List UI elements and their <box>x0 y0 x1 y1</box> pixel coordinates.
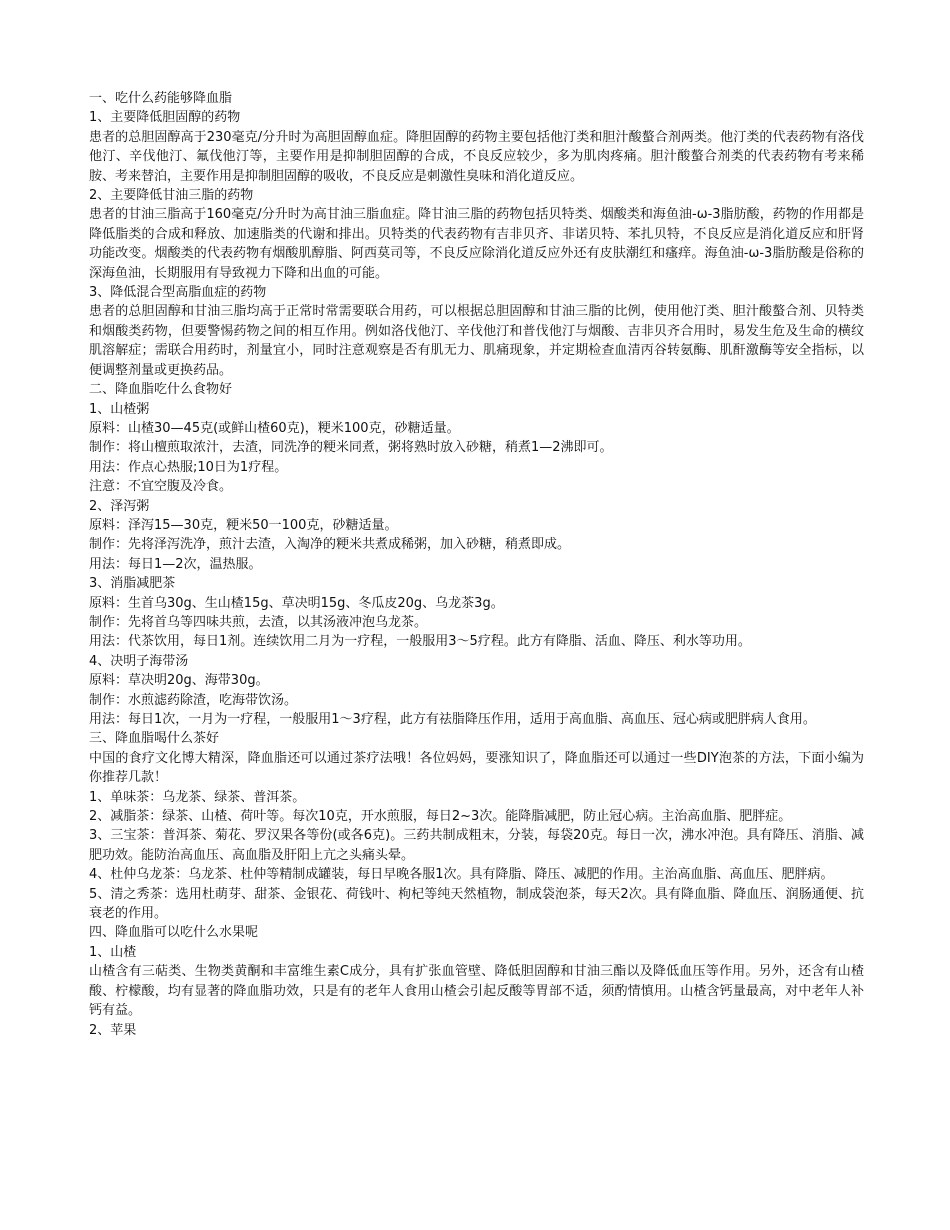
text-line: 用法：作点心热服;10日为1疗程。 <box>89 459 288 475</box>
paragraph: 患者的甘油三脂高于160毫克/分升时为高甘油三脂血症。降甘油三脂的药物包括贝特类、烟酸类和海鱼油-ω-3脂肪酸，药物的作用都是降低脂类的合成和释放、加速脂类的代谢和排出。贝特类的代表药物有吉非贝齐、非诺贝特、苯扎贝特，不良反应是消化道反应和肝肾功能改变。烟酸类的代表药物有烟酸肌醇脂、阿西莫司等，不良反应除消化道反应外还有皮肤潮红和瘙痒。海鱼油-ω-3脂肪酸是俗称的深海鱼油，长期服用有导致视力下降和出血的可能。 <box>89 207 864 281</box>
subheading: 1、主要降低胆固醇的药物 <box>89 110 241 126</box>
section-heading-4: 四、降血脂可以吃什么水果呢 <box>89 925 259 941</box>
text-line: 用法：每日1次，一月为一疗程，一般服用1～3疗程，此方有祛脂降压作用，适用于高血脂、高血压、冠心病或肥胖病人食用。 <box>89 712 816 727</box>
paragraph: 患者的总胆固醇高于230毫克/分升时为高胆固醇血症。降胆固醇的药物主要包括他汀类和胆汁酸螯合剂两类。他汀类的代表药物有洛伐他汀、辛伐他汀、氟伐他汀等，主要作用是抑制胆固醇的合成，不良反应较少，多为肌肉疼痛。胆汁酸螯合剂类的代表药物有考来稀胺、考来替泊，主要作用是抑制胆固醇的吸收，不良反应是刺激性臭味和消化道反应。 <box>89 129 864 184</box>
list-item: 5、清之秀茶：选用杜萌芽、甜茶、金银花、荷钱叶、枸杞等纯天然植物，制成袋泡茶，每天2次。具有降血脂、降血压、润肠通便、抗衰老的作用。 <box>89 886 864 922</box>
text-line: 用法：每日1—2次，温热服。 <box>89 556 262 572</box>
text-line: 用法：代茶饮用，每日1剂。连续饮用二月为一疗程，一般服用3～5疗程。此方有降脂、活血、降压、利水等功用。 <box>89 634 751 650</box>
text-line: 原料：山楂30—45克(或鲜山楂60克)，粳米100克，砂糖适量。 <box>89 420 460 436</box>
subheading: 2、苹果 <box>89 1022 137 1038</box>
list-item: 1、单味茶：乌龙茶、绿茶、普洱茶。 <box>89 789 306 805</box>
subheading: 2、泽泻粥 <box>89 498 150 514</box>
section-heading-2: 二、降血脂吃什么食物好 <box>89 382 233 398</box>
text-line: 注意：不宜空腹及冷食。 <box>89 479 233 495</box>
text-line: 制作：水煎滤药除渣，吃海带饮汤。 <box>89 692 298 708</box>
paragraph: 山楂含有三萜类、生物类黄酮和丰富维生素C成分，具有扩张血管壁、降低胆固醇和甘油三酯以及降低血压等作用。另外，还含有山楂酸、柠檬酸，均有显著的降血脂功效，只是有的老年人食用山楂会引起反酸等胃部不适，须酌情慎用。山楂含钙量最高，对中老年人补钙有益。 <box>89 964 864 1019</box>
paragraph: 中国的食疗文化博大精深，降血脂还可以通过茶疗法哦！各位妈妈，要涨知识了，降血脂还可以通过一些DIY泡茶的方法，下面小编为你推荐几款！ <box>89 750 864 786</box>
paragraph: 患者的总胆固醇和甘油三脂均高于正常时常需要联合用药，可以根据总胆固醇和甘油三脂的比例，使用他汀类、胆汁酸螯合剂、贝特类和烟酸类药物，但要警惕药物之间的相互作用。例如洛伐他汀、辛伐他汀和普伐他汀与烟酸、吉非贝齐合用时，易发生危及生命的横纹肌溶解症；需联合用药时，剂量宜小，同时注意观察是否有肌无力、肌痛现象，并定期检查血清丙谷转氨酶、肌酐激酶等安全指标，以便调整剂量或更换药品。 <box>89 304 864 378</box>
section-heading-3: 三、降血脂喝什么茶好 <box>89 731 220 747</box>
text-line: 原料：生首乌30g、生山楂15g、草决明15g、冬瓜皮20g、乌龙茶3g。 <box>89 595 504 611</box>
subheading: 3、降低混合型高脂血症的药物 <box>89 285 267 301</box>
subheading: 1、山楂粥 <box>89 401 150 417</box>
document-body <box>89 89 864 1040</box>
subheading: 3、消脂减肥茶 <box>89 576 176 592</box>
text-line: 原料：泽泻15—30克，粳米50一100克，砂糖适量。 <box>89 517 398 533</box>
text-line: 原料：草决明20g、海带30g。 <box>89 673 269 689</box>
subheading: 1、山楂 <box>89 944 137 960</box>
list-item: 4、杜仲乌龙茶：乌龙茶、杜仲等精制成罐装，每日早晚各服1次。具有降脂、降压、减肥的作用。主治高血脂、高血压、肥胖病。 <box>89 867 834 883</box>
text-line: 制作：先将泽泻洗净，煎汁去渣，入淘净的粳米共煮成稀粥，加入砂糖，稍煮即成。 <box>89 537 571 553</box>
list-item: 3、三宝茶：普洱茶、菊花、罗汉果各等份(或各6克)。三药共制成粗末，分装，每袋20克。每日一次，沸水冲泡。具有降压、消脂、减肥功效。能防治高血压、高血脂及肝阳上亢之头痛头晕。 <box>89 828 864 863</box>
text-line: 制作：先将首乌等四味共煎，去渣，以其汤液冲泡乌龙茶。 <box>89 614 428 630</box>
list-item: 2、减脂茶：绿茶、山楂、荷叶等。每次10克，开水煎服，每日2~3次。能降脂减肥，防止冠心病。主治高血脂、肥胖症。 <box>89 809 792 825</box>
subheading: 2、主要降低甘油三脂的药物 <box>89 188 254 204</box>
text-line: 制作：将山檀煎取浓汁，去渣，同洗净的粳米同煮，粥将熟时放入砂糖，稍煮1—2沸即可。 <box>89 440 613 456</box>
subheading: 4、决明子海带汤 <box>89 653 189 669</box>
section-heading-1: 一、吃什么药能够降血脂 <box>89 91 233 106</box>
